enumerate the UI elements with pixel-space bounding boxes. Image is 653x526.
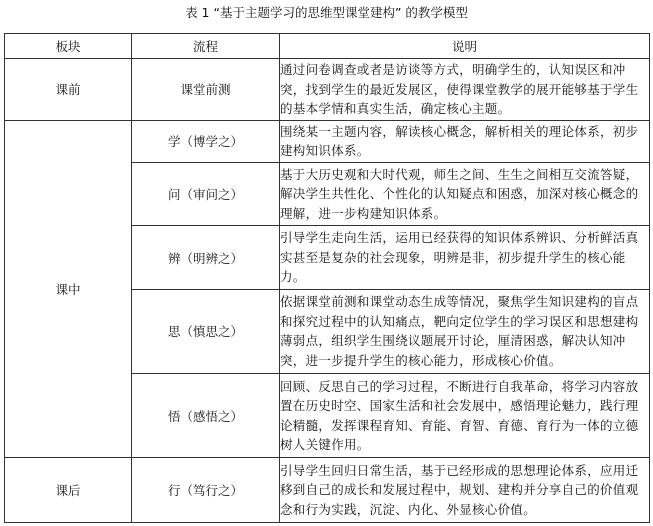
header-stage: 板块 <box>5 34 132 59</box>
description-cell: 引导学生走向生活，运用已经获得的知识体系辨识、分析鲜活真实甚至是复杂的社会现象，明辨是非，初步提升学生的核心能力。 <box>280 226 650 290</box>
table-row <box>5 120 650 162</box>
process-cell: 学（博学之） <box>132 120 280 162</box>
header-process: 流程 <box>132 34 280 59</box>
process-cell: 行（笃行之） <box>132 458 280 523</box>
header-description: 说明 <box>280 34 650 59</box>
stage-cell-in-class: 课中 <box>5 120 132 458</box>
description-cell: 依据课堂前测和课堂动态生成等情况，聚焦学生知识建构的盲点和探究过程中的认知痛点，靶向定位学生的学习误区和思想建构薄弱点，组织学生围绕议题展开讨论，厘清困惑，解决认知冲突，进一步提升学生的核心能力，形成核心价值。 <box>280 289 650 373</box>
description-cell: 引导学生回归日常生活，基于已经形成的思想理论体系，应用迁移到自己的成长和发展过程中，规划、建构并分享自己的价值观念和行为实践，沉淀、内化、外显核心价值。 <box>280 458 650 523</box>
description-cell: 基于大历史观和大时代观，师生之间、生生之间相互交流答疑，解决学生共性化、个性化的认知疑点和困惑，加深对核心概念的理解，进一步构建知识体系。 <box>280 162 650 226</box>
description-cell: 通过问卷调查或者是访谈等方式，明确学生的，认知误区和冲突，找到学生的最近发展区，使得课堂教学的展开能够基于学生的基本学情和真实生活，确定核心主题。 <box>280 59 650 121</box>
process-cell: 辨（明辨之） <box>132 226 280 290</box>
table-row <box>5 458 650 523</box>
description-cell: 围绕某一主题内容，解读核心概念，解析相关的理论体系，初步建构知识体系。 <box>280 120 650 162</box>
table-row <box>5 59 650 121</box>
process-cell: 问（审问之） <box>132 162 280 226</box>
description-cell: 回顾、反思自己的学习过程，不断进行自我革命，将学习内容放置在历史时空、国家生活和社会发展中，感悟理论魅力，践行理论精髓，发挥课程育知、育能、育智、育德、育行为一体的立德树人关键作用。 <box>280 373 650 458</box>
process-cell: 思（慎思之） <box>132 289 280 373</box>
table-caption: 表 1 “基于主题学习的思维型课堂建构” 的教学模型 <box>185 5 468 20</box>
stage-cell-after-class: 课后 <box>5 458 132 523</box>
process-cell: 悟（感悟之） <box>132 373 280 458</box>
process-cell: 课堂前测 <box>132 59 280 121</box>
table-header-row <box>5 34 650 59</box>
stage-cell-pre-class: 课前 <box>5 59 132 121</box>
teaching-model-table <box>4 33 650 523</box>
